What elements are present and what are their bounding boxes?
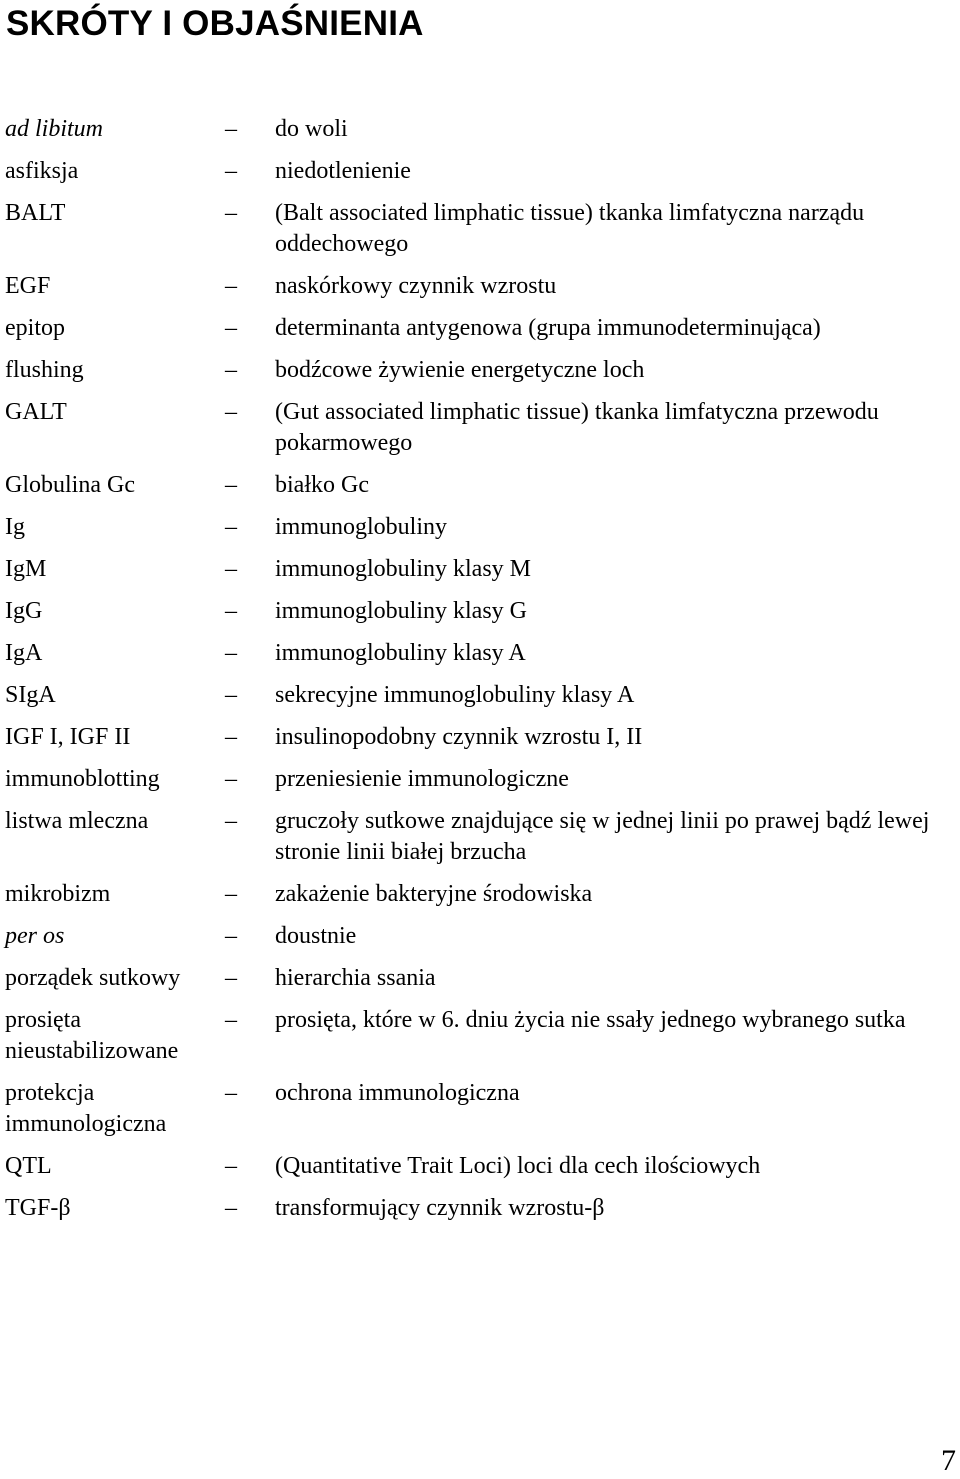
page-title: SKRÓTY I OBJAŚNIENIA: [6, 4, 424, 43]
abbreviation-term: per os: [5, 923, 65, 949]
abbreviation-term: SIgA: [5, 682, 56, 708]
separator-dash: –: [225, 965, 237, 991]
separator-dash: –: [225, 273, 237, 299]
separator-dash: –: [225, 399, 237, 425]
separator-dash: –: [225, 472, 237, 498]
abbreviation-definition: białko Gc: [275, 472, 369, 498]
abbreviation-term: IgA: [5, 640, 43, 666]
separator-dash: –: [225, 598, 237, 624]
abbreviation-term: Ig: [5, 514, 25, 540]
separator-dash: –: [225, 640, 237, 666]
abbreviation-term: IgM: [5, 556, 47, 582]
abbreviation-definition: bodźcowe żywienie energetyczne loch: [275, 357, 645, 383]
abbreviation-definition: (Gut associated limphatic tissue) tkanka limfatyczna przewodu pokarmowego: [275, 399, 879, 456]
abbreviation-row: [5, 512, 960, 543]
abbreviation-definition: hierarchia ssania: [275, 965, 436, 991]
abbreviation-row: [5, 1078, 960, 1140]
abbreviation-definition: immunoglobuliny klasy G: [275, 598, 527, 624]
abbreviation-term: GALT: [5, 399, 67, 425]
abbreviation-definition: prosięta, które w 6. dniu życia nie ssały jednego wybranego sutka: [275, 1007, 906, 1033]
separator-dash: –: [225, 158, 237, 184]
abbreviation-row: [5, 1151, 960, 1182]
abbreviation-row: [5, 596, 960, 627]
abbreviation-row: [5, 198, 960, 260]
abbreviation-term: EGF: [5, 273, 51, 299]
abbreviation-term: flushing: [5, 357, 84, 383]
abbreviation-row: [5, 963, 960, 994]
abbreviation-row: [5, 313, 960, 344]
abbreviation-term: immunoblotting: [5, 766, 160, 792]
abbreviation-term: protekcja immunologiczna: [5, 1080, 167, 1137]
abbreviation-row: [5, 397, 960, 459]
separator-dash: –: [225, 200, 237, 226]
abbreviation-definition: immunoglobuliny: [275, 514, 448, 540]
separator-dash: –: [225, 315, 237, 341]
abbreviation-definition: (Quantitative Trait Loci) loci dla cech ilościowych: [275, 1153, 761, 1179]
abbreviation-row: [5, 156, 960, 187]
separator-dash: –: [225, 556, 237, 582]
abbreviation-row: [5, 806, 960, 868]
abbreviation-term: epitop: [5, 315, 65, 341]
abbreviation-term: prosięta nieustabilizowane: [5, 1007, 179, 1064]
separator-dash: –: [225, 1080, 237, 1106]
abbreviation-definition: niedotlenienie: [275, 158, 411, 184]
separator-dash: –: [225, 1007, 237, 1033]
separator-dash: –: [225, 1195, 237, 1221]
abbreviation-row: [5, 1193, 960, 1224]
abbreviation-term: QTL: [5, 1153, 52, 1179]
abbreviation-row: [5, 879, 960, 910]
abbreviation-term: listwa mleczna: [5, 808, 149, 834]
abbreviation-definition: gruczoły sutkowe znajdujące się w jednej linii po prawej bądź lewej stronie linii białej brzucha: [275, 808, 930, 865]
abbreviation-definition: sekrecyjne immunoglobuliny klasy A: [275, 682, 635, 708]
abbreviation-term: ad libitum: [5, 116, 104, 142]
abbreviation-definition: immunoglobuliny klasy M: [275, 556, 532, 582]
separator-dash: –: [225, 514, 237, 540]
abbreviation-term: porządek sutkowy: [5, 965, 181, 991]
separator-dash: –: [225, 881, 237, 907]
separator-dash: –: [225, 357, 237, 383]
abbreviation-definition: do woli: [275, 116, 348, 142]
abbreviation-term: TGF-β: [5, 1195, 71, 1221]
separator-dash: –: [225, 923, 237, 949]
abbreviation-term: BALT: [5, 200, 66, 226]
abbreviation-definition: transformujący czynnik wzrostu-β: [275, 1195, 605, 1221]
separator-dash: –: [225, 766, 237, 792]
abbreviation-row: [5, 1005, 960, 1067]
abbreviation-row: [5, 470, 960, 501]
page-number: 7: [941, 1444, 956, 1477]
abbreviation-row: [5, 921, 960, 952]
abbreviation-definition: immunoglobuliny klasy A: [275, 640, 526, 666]
abbreviation-definition: (Balt associated limphatic tissue) tkanka limfatyczna narządu oddechowego: [275, 200, 865, 257]
abbreviation-definition: zakażenie bakteryjne środowiska: [275, 881, 593, 907]
abbreviation-term: mikrobizm: [5, 881, 111, 907]
separator-dash: –: [225, 1153, 237, 1179]
separator-dash: –: [225, 682, 237, 708]
abbreviation-row: [5, 764, 960, 795]
abbreviation-row: [5, 271, 960, 302]
abbreviation-row: [5, 114, 960, 145]
abbreviation-definition: insulinopodobny czynnik wzrostu I, II: [275, 724, 643, 750]
separator-dash: –: [225, 724, 237, 750]
abbreviation-definition: ochrona immunologiczna: [275, 1080, 520, 1106]
abbreviation-row: [5, 680, 960, 711]
separator-dash: –: [225, 116, 237, 142]
abbreviation-row: [5, 638, 960, 669]
abbreviation-row: [5, 554, 960, 585]
abbreviation-row: [5, 355, 960, 386]
abbreviation-term: IgG: [5, 598, 43, 624]
abbreviation-list: [5, 114, 960, 1235]
abbreviation-definition: naskórkowy czynnik wzrostu: [275, 273, 557, 299]
abbreviation-definition: determinanta antygenowa (grupa immunodeterminująca): [275, 315, 821, 341]
abbreviation-term: asfiksja: [5, 158, 79, 184]
abbreviation-definition: przeniesienie immunologiczne: [275, 766, 569, 792]
abbreviation-row: [5, 722, 960, 753]
abbreviation-term: IGF I, IGF II: [5, 724, 131, 750]
separator-dash: –: [225, 808, 237, 834]
abbreviation-definition: doustnie: [275, 923, 357, 949]
abbreviation-term: Globulina Gc: [5, 472, 135, 498]
